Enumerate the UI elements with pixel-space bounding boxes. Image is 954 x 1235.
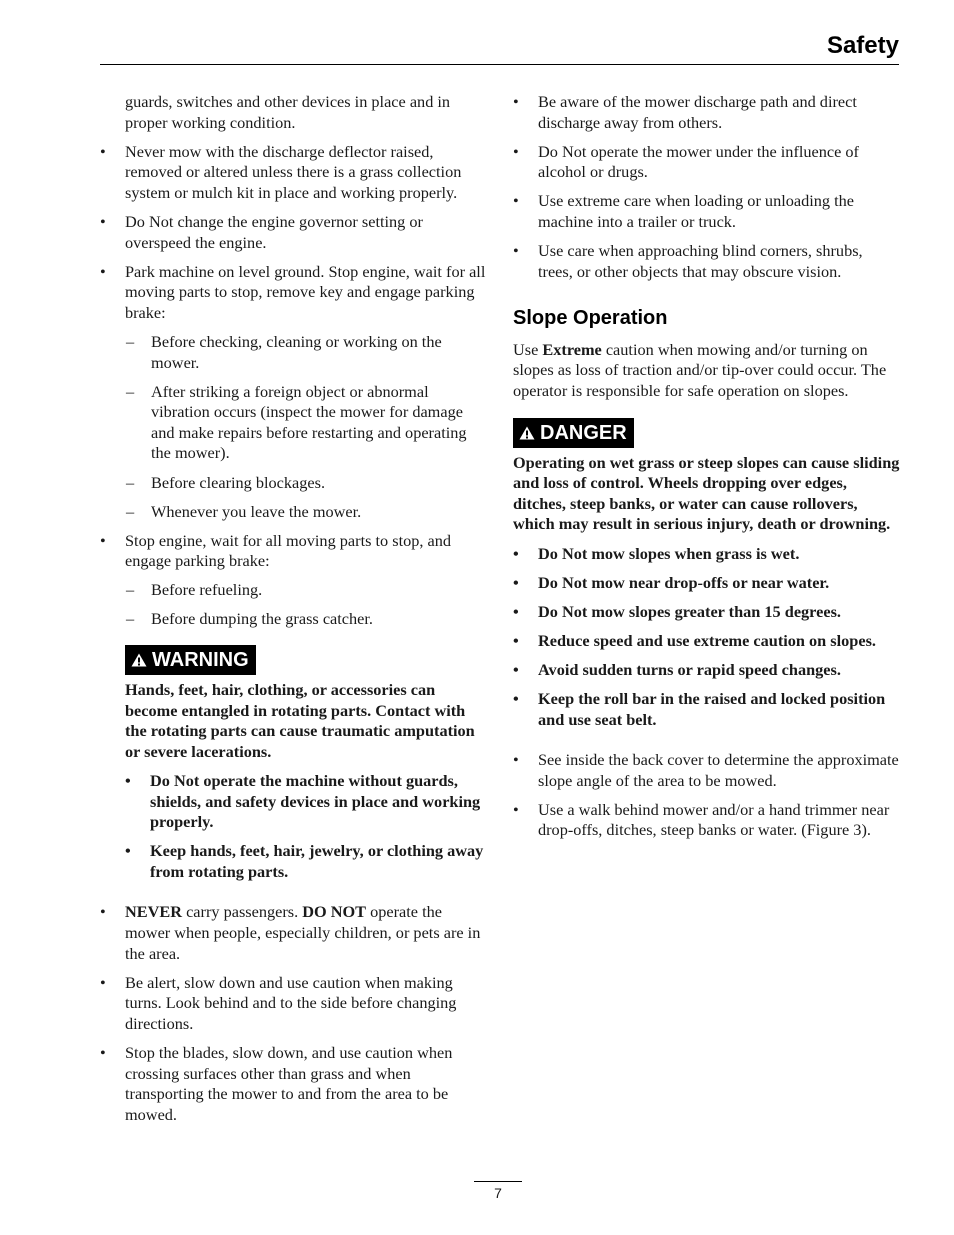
list-item	[125, 841, 490, 882]
bullet-list	[513, 92, 901, 282]
list-item: – Whenever you leave the mower.	[125, 502, 490, 523]
list-item: • Use extreme care when loading or unloading the machine into a trailer or truck.	[513, 191, 901, 232]
list-item: • Do Not change the engine governor setting or overspeed the engine.	[100, 212, 490, 253]
stop-bullet-text: Stop engine, wait for all moving parts to stop, and engage parking brake:	[125, 530, 452, 571]
left-column	[100, 92, 490, 1134]
danger-bullet-text: Do Not mow near drop-offs or near water.	[538, 572, 830, 592]
slope-text-post: caution when mowing and/or turning on slopes as loss of traction and/or tip-over could occur. The operator is responsible for safe operation on slopes.	[513, 339, 887, 401]
right-column	[513, 92, 901, 850]
slope-text-bold: Extreme	[542, 339, 602, 359]
danger-badge	[513, 418, 634, 448]
warning-triangle-icon	[131, 653, 147, 667]
warning-triangle-icon	[519, 426, 535, 440]
danger-bullet-text: Reduce speed and use extreme caution on slopes.	[538, 630, 876, 650]
danger-bullet-text: Keep the roll bar in the raised and locked position and use seat belt.	[538, 688, 886, 729]
list-item	[513, 660, 901, 681]
warning-bullet-text: Do Not operate the machine without guards, shields, and safety devices in place and working properly.	[150, 770, 481, 832]
bullet-list	[100, 142, 490, 630]
danger-bullet-text: Do Not mow slopes when grass is wet.	[538, 543, 800, 563]
list-item	[100, 902, 490, 964]
list-item: • Use a walk behind mower and/or a hand trimmer near drop-offs, ditches, steep banks or water. (Figure 3).	[513, 800, 901, 841]
warning-bullet-text: Keep hands, feet, hair, jewelry, or clothing away from rotating parts.	[150, 841, 484, 881]
list-item: • Never mow with the discharge deflector raised, removed or altered unless there is a grass collection system or mulch kit in place and working properly.	[100, 142, 490, 204]
never-bold: NEVER	[125, 902, 182, 922]
danger-bullet-text: Do Not mow slopes greater than 15 degrees.	[538, 601, 841, 621]
danger-text: Operating on wet grass or steep slopes can cause sliding and loss of control. Wheels dropping over edges, ditches, steep banks, or water can cause rollovers, which may result in serious injury, death or drowning.	[513, 452, 900, 534]
danger-bullets	[513, 544, 901, 731]
page-section-title: Safety	[826, 32, 899, 59]
list-item: – Before clearing blockages.	[125, 473, 490, 494]
list-item: – Before refueling.	[125, 580, 490, 601]
warning-label: WARNING	[152, 649, 249, 672]
page-number: 7	[494, 1185, 502, 1201]
dash-list	[125, 332, 490, 522]
list-item: • Do Not operate the mower under the influence of alcohol or drugs.	[513, 142, 901, 183]
park-bullet-text: Park machine on level ground. Stop engine, wait for all moving parts to stop, remove key and engage parking brake:	[125, 261, 486, 322]
never-text-2: operate the mower when people, especially children, or pets are in the area.	[125, 902, 481, 963]
bullet-list	[513, 750, 901, 841]
list-item: • Be alert, slow down and use caution when making turns. Look behind and to the side before changing directions.	[100, 973, 490, 1035]
list-item	[513, 602, 901, 623]
list-item	[125, 771, 490, 833]
danger-bullet-text: Avoid sudden turns or rapid speed changes.	[538, 659, 841, 679]
do-not-bold: DO NOT	[302, 902, 367, 922]
list-item	[513, 689, 901, 730]
slope-text-pre: Use	[513, 339, 543, 359]
list-item: • See inside the back cover to determine the approximate slope angle of the area to be mowed.	[513, 750, 901, 791]
slope-paragraph	[513, 340, 901, 402]
list-item: – Before dumping the grass catcher.	[125, 609, 490, 630]
list-item: – After striking a foreign object or abnormal vibration occurs (inspect the mower for damage and make repairs before restarting and operating the mower).	[125, 382, 490, 464]
header-rule	[100, 64, 899, 65]
list-item: – Before checking, cleaning or working on the mower.	[125, 332, 490, 373]
footer-rule	[474, 1181, 522, 1182]
warning-text: Hands, feet, hair, clothing, or accessories can become entangled in rotating parts. Contact with the rotating parts can cause traumatic amputation or severe lacerations.	[125, 680, 475, 761]
list-item: • Be aware of the mower discharge path and direct discharge away from others.	[513, 92, 901, 133]
list-item	[513, 544, 901, 565]
list-item: • Stop the blades, slow down, and use caution when crossing surfaces other than grass and when transporting the mower to and from the area to be mowed.	[100, 1043, 490, 1125]
list-item: • Use care when approaching blind corners, shrubs, trees, or other objects that may obscure vision.	[513, 241, 901, 282]
danger-label: DANGER	[540, 421, 627, 444]
danger-box	[513, 418, 901, 731]
never-text-1: carry passengers.	[182, 902, 303, 922]
list-item	[513, 573, 901, 594]
warning-box	[100, 645, 490, 882]
bullet-list	[100, 902, 490, 1125]
dash-list	[125, 580, 490, 630]
list-item	[100, 262, 490, 523]
slope-operation-heading: Slope Operation	[513, 307, 668, 330]
list-item	[513, 631, 901, 652]
continuation-text: guards, switches and other devices in place and in proper working condition.	[125, 92, 451, 132]
warning-badge	[125, 645, 256, 675]
warning-bullets	[125, 771, 490, 882]
list-item	[100, 531, 490, 630]
